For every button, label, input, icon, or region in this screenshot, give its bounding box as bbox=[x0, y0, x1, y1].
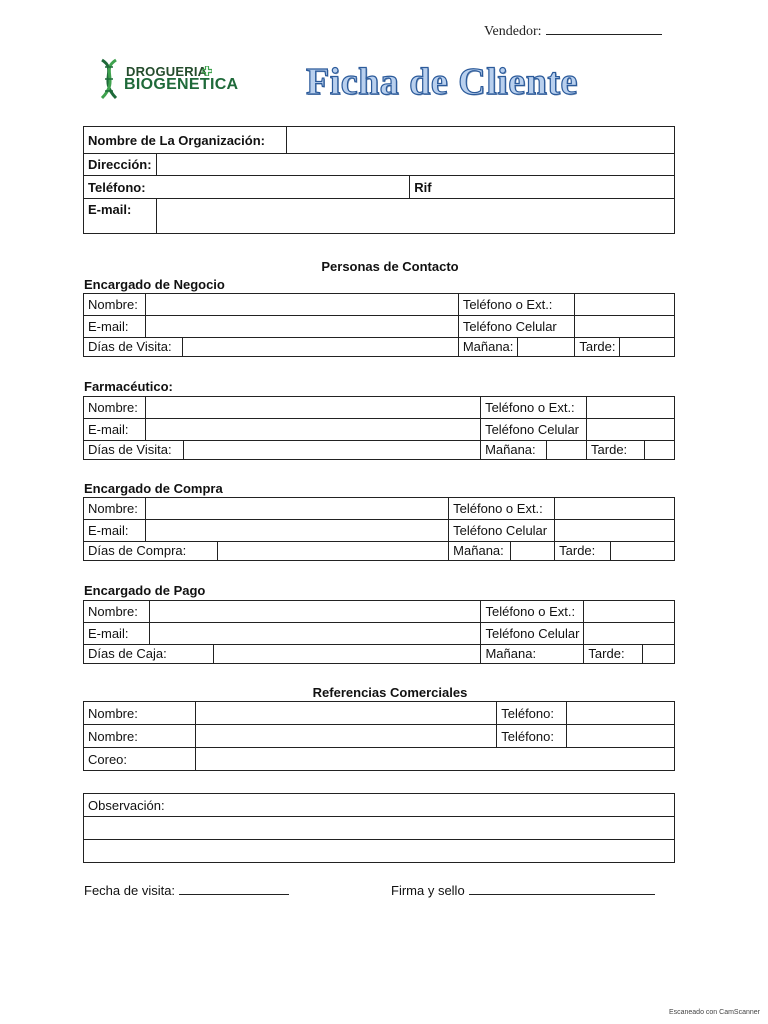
farmaceutico-telefono-field[interactable] bbox=[587, 397, 675, 419]
fecha-visita-field bbox=[84, 883, 289, 898]
negocio-email-label: E-mail: bbox=[84, 316, 146, 338]
rif-cell[interactable] bbox=[410, 176, 675, 199]
negocio-telefono-field[interactable] bbox=[575, 294, 675, 316]
email-label bbox=[84, 199, 157, 234]
negocio-tarde-field[interactable] bbox=[620, 338, 675, 357]
ref-telefono2-field[interactable] bbox=[567, 725, 675, 748]
negocio-email-field[interactable] bbox=[145, 316, 458, 338]
pago-tarde-field[interactable] bbox=[643, 645, 675, 664]
ref-correo-field[interactable] bbox=[195, 748, 674, 771]
dna-icon bbox=[96, 58, 124, 100]
compra-table bbox=[83, 497, 675, 561]
farmaceutico-nombre-field[interactable] bbox=[145, 397, 480, 419]
farmaceutico-telefono-label: Teléfono o Ext.: bbox=[481, 397, 587, 419]
negocio-dias-field[interactable] bbox=[183, 338, 458, 357]
negocio-table bbox=[83, 293, 675, 357]
compra-celular-field[interactable] bbox=[555, 520, 675, 542]
email-field[interactable] bbox=[156, 199, 674, 234]
compra-telefono-label: Teléfono o Ext.: bbox=[449, 498, 555, 520]
pago-nombre-field[interactable] bbox=[149, 601, 481, 623]
observacion-line-2[interactable] bbox=[84, 840, 675, 863]
cross-icon bbox=[202, 66, 212, 76]
pago-dias-field[interactable] bbox=[213, 645, 480, 664]
page-title: Ficha de Cliente bbox=[306, 61, 578, 103]
ref-nombre1-label: Nombre: bbox=[84, 702, 196, 725]
compra-manana-field[interactable] bbox=[511, 542, 555, 561]
rif-text: Rif bbox=[414, 179, 432, 195]
farmaceutico-tarde-field[interactable] bbox=[644, 441, 674, 460]
negocio-manana-field[interactable] bbox=[518, 338, 575, 357]
org-name-text: Nombre de La Organización: bbox=[88, 132, 265, 148]
farmaceutico-celular-field[interactable] bbox=[587, 419, 675, 441]
negocio-manana-label: Mañana: bbox=[458, 338, 518, 357]
ref-nombre2-field[interactable] bbox=[195, 725, 496, 748]
ref-nombre2-label: Nombre: bbox=[84, 725, 196, 748]
compra-nombre-field[interactable] bbox=[145, 498, 448, 520]
negocio-nombre-label: Nombre: bbox=[84, 294, 146, 316]
negocio-nombre-field[interactable] bbox=[145, 294, 458, 316]
telefono-text: Teléfono: bbox=[88, 179, 146, 195]
logo-line1: DROGUERIA bbox=[126, 64, 208, 79]
negocio-celular-label: Teléfono Celular bbox=[458, 316, 575, 338]
compra-heading: Encargado de Compra bbox=[84, 481, 223, 496]
vendedor-label: Vendedor: bbox=[484, 24, 542, 39]
ref-telefono2-label: Teléfono: bbox=[497, 725, 567, 748]
farmaceutico-manana-field[interactable] bbox=[547, 441, 587, 460]
ref-telefono1-label: Teléfono: bbox=[497, 702, 567, 725]
org-name-field[interactable] bbox=[286, 127, 674, 154]
pago-email-field[interactable] bbox=[149, 623, 481, 645]
referencias-table bbox=[83, 701, 675, 771]
compra-tarde-label: Tarde: bbox=[555, 542, 611, 561]
pago-table bbox=[83, 600, 675, 664]
negocio-tarde-label: Tarde: bbox=[575, 338, 620, 357]
pago-telefono-label: Teléfono o Ext.: bbox=[481, 601, 584, 623]
negocio-telefono-label: Teléfono o Ext.: bbox=[458, 294, 575, 316]
referencias-heading: Referencias Comerciales bbox=[312, 685, 468, 700]
direccion-text: Dirección: bbox=[88, 157, 152, 172]
pago-manana-label: Mañana: bbox=[481, 645, 584, 664]
compra-dias-label: Días de Compra: bbox=[84, 542, 218, 561]
pago-email-label: E-mail: bbox=[84, 623, 150, 645]
firma-sello-field bbox=[391, 883, 655, 898]
farmaceutico-table bbox=[83, 396, 675, 460]
org-name-label bbox=[84, 127, 287, 154]
farmaceutico-manana-label: Mañana: bbox=[481, 441, 547, 460]
direccion-label bbox=[84, 154, 157, 176]
compra-manana-label: Mañana: bbox=[449, 542, 511, 561]
farmaceutico-nombre-label: Nombre: bbox=[84, 397, 146, 419]
vendedor-field bbox=[484, 22, 662, 40]
farmaceutico-tarde-label: Tarde: bbox=[587, 441, 645, 460]
contacts-heading: Personas de Contacto bbox=[321, 259, 459, 274]
fecha-visita-line[interactable] bbox=[179, 883, 289, 895]
compra-tarde-field[interactable] bbox=[611, 542, 675, 561]
negocio-heading: Encargado de Negocio bbox=[84, 277, 225, 292]
negocio-celular-field[interactable] bbox=[575, 316, 675, 338]
observacion-label: Observación: bbox=[84, 794, 675, 817]
direccion-field[interactable] bbox=[156, 154, 674, 176]
negocio-dias-label: Días de Visita: bbox=[84, 338, 183, 357]
farmaceutico-celular-label: Teléfono Celular bbox=[481, 419, 587, 441]
pago-telefono-field[interactable] bbox=[584, 601, 675, 623]
telefono-cell[interactable] bbox=[84, 176, 410, 199]
logo-line2: BIOGENETICA bbox=[124, 76, 239, 93]
compra-telefono-field[interactable] bbox=[555, 498, 675, 520]
compra-email-label: E-mail: bbox=[84, 520, 146, 542]
compra-nombre-label: Nombre: bbox=[84, 498, 146, 520]
ref-telefono1-field[interactable] bbox=[567, 702, 675, 725]
pago-dias-label: Días de Caja: bbox=[84, 645, 214, 664]
organization-table bbox=[83, 126, 675, 234]
pago-nombre-label: Nombre: bbox=[84, 601, 150, 623]
logo bbox=[96, 58, 239, 102]
farmaceutico-dias-field[interactable] bbox=[183, 441, 480, 460]
pago-heading: Encargado de Pago bbox=[84, 583, 206, 598]
observacion-table bbox=[83, 793, 675, 863]
farmaceutico-email-field[interactable] bbox=[145, 419, 480, 441]
farmaceutico-email-label: E-mail: bbox=[84, 419, 146, 441]
ref-correo-label: Coreo: bbox=[84, 748, 196, 771]
compra-celular-label: Teléfono Celular bbox=[449, 520, 555, 542]
compra-email-field[interactable] bbox=[145, 520, 448, 542]
ref-nombre1-field[interactable] bbox=[195, 702, 496, 725]
pago-tarde-label: Tarde: bbox=[584, 645, 643, 664]
email-text: E-mail: bbox=[88, 202, 132, 217]
farmaceutico-dias-label: Días de Visita: bbox=[84, 441, 184, 460]
compra-dias-field[interactable] bbox=[217, 542, 448, 561]
pago-celular-field[interactable] bbox=[584, 623, 675, 645]
scanner-watermark: Escaneado con CamScanner bbox=[668, 1009, 760, 1016]
firma-sello-line[interactable] bbox=[469, 883, 655, 895]
vendedor-line[interactable] bbox=[546, 22, 662, 35]
farmaceutico-heading: Farmacéutico: bbox=[84, 379, 173, 394]
observacion-line-1[interactable] bbox=[84, 817, 675, 840]
pago-celular-label: Teléfono Celular bbox=[481, 623, 584, 645]
fecha-visita-label: Fecha de visita: bbox=[84, 883, 176, 898]
firma-sello-label: Firma y sello bbox=[391, 883, 465, 898]
